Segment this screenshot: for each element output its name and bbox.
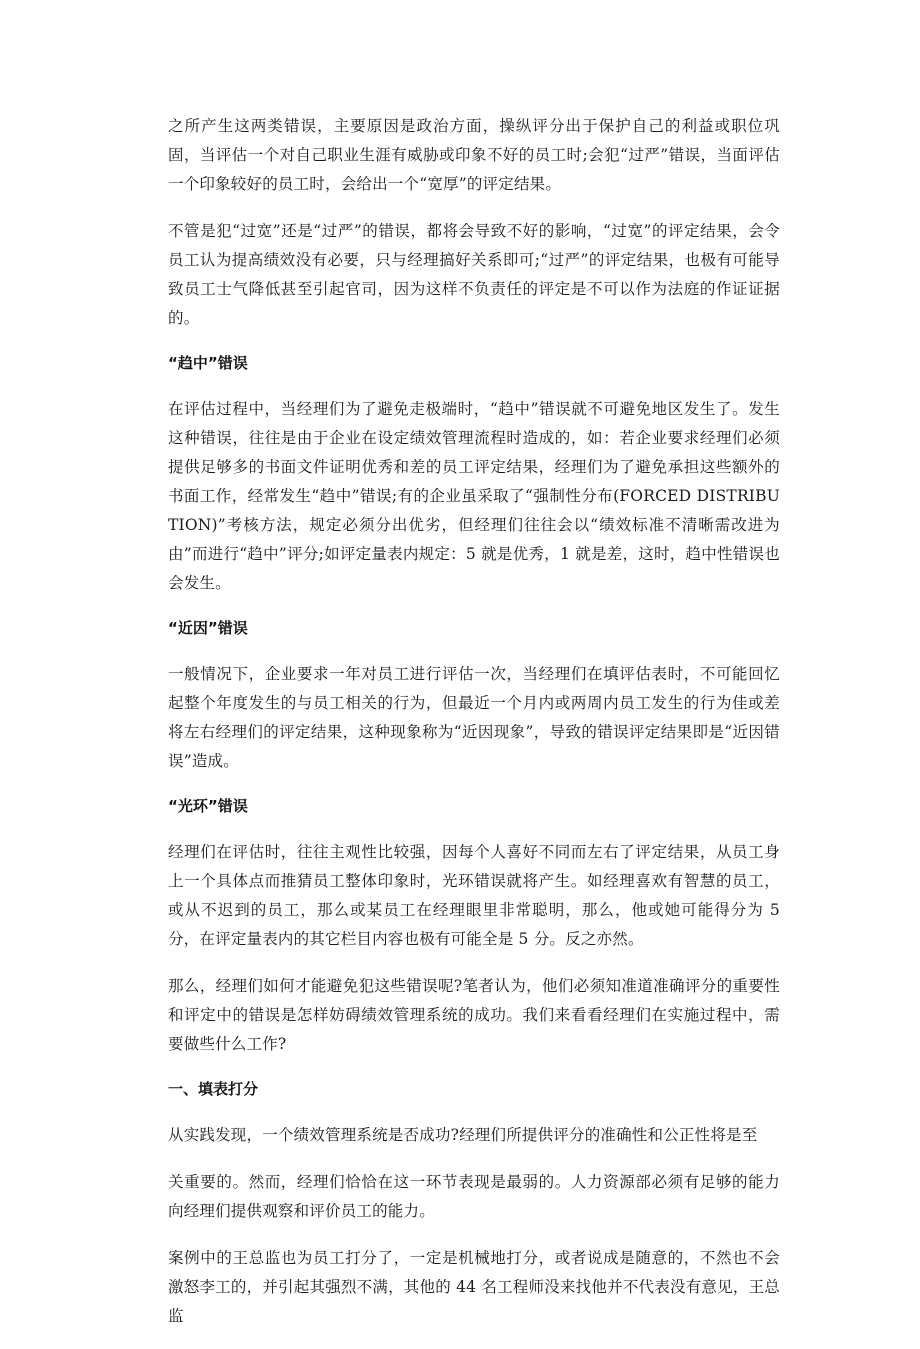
paragraph-political-bias: 之所产生这两类错误，主要原因是政治方面，操纵评分出于保护自己的利益或职位巩固，当评估一个对自己职业生涯有威胁或印象不好的员工时;会犯“过严”错误，当面评估一个印象较好的员工时，会给出一个“宽厚”的评定结果。 [168, 117, 780, 193]
paragraph-recency: 一般情况下，企业要求一年对员工进行评估一次，当经理们在填评估表时，不可能回忆起整个年度发生的与员工相关的行为，但最近一个月内或两周内员工发生的行为佳或差将左右经理们的评定结果，这种现象称为“近因现象”，导致的错误评定结果即是“近因错误”造成。 [168, 665, 780, 770]
heading-scoring: 一、填表打分 [168, 1080, 259, 1098]
heading-recency: “近因”错误 [168, 619, 248, 637]
paragraph-scoring-practice: 从实践发现，一个绩效管理系统是否成功?经理们所提供评分的准确性和公正性将是至 [168, 1126, 758, 1144]
heading-central-tendency: “趋中”错误 [168, 354, 248, 372]
paragraph-central-tendency: 在评估过程中，当经理们为了避免走极端时，“趋中”错误就不可避免地区发生了。发生这种错误，往往是由于企业在设定绩效管理流程时造成的，如：若企业要求经理们必须提供足够多的书面文件证明优秀和差的员工评定结果，经理们为了避免承担这些额外的书面工作，经常发生“趋中”错误;有的企业虽采取了“强制性分布(FORCED DISTRIBUTION)”考核方法，规定必须分出优劣，但经理们往往会以“绩效标准不清晰需改进为由”而进行“趋中”评分;如评定量表内规定：5 就是优秀，1 就是差，这时，趋中性错误也会发生。 [168, 400, 780, 592]
heading-halo: “光环”错误 [168, 797, 248, 815]
paragraph-halo: 经理们在评估时，往往主观性比较强，因每个人喜好不同而左右了评定结果，从员工身上一个具体点而推猜员工整体印象时，光环错误就将产生。如经理喜欢有智慧的员工，或从不迟到的员工，那么或某员工在经理眼里非常聪明，那么，他或她可能得分为 5 分，在评定量表内的其它栏目内容也极有可能全是 5 分。反之亦然。 [168, 843, 780, 948]
document-body [168, 112, 780, 1349]
paragraph-case-study: 案例中的王总监也为员工打分了，一定是机械地打分，或者说成是随意的，不然也不会激怒李工的，并引起其强烈不满，其他的 44 名工程师没来找他并不代表没有意见，王总监 [168, 1249, 780, 1325]
paragraph-scoring-importance: 关重要的。然而，经理们恰恰在这一环节表现是最弱的。人力资源部必须有足够的能力向经理们提供观察和评价员工的能力。 [168, 1173, 780, 1220]
paragraph-bias-consequences: 不管是犯“过宽”还是“过严”的错误，都将会导致不好的影响，“过宽”的评定结果，会令员工认为提高绩效没有必要，只与经理搞好关系即可;“过严”的评定结果，也极有可能导致员工士气降低甚至引起官司，因为这样不负责任的评定是不可以作为法庭的作证证据的。 [168, 222, 780, 327]
paragraph-avoid-errors: 那么，经理们如何才能避免犯这些错误呢?笔者认为，他们必须知准道准确评分的重要性和评定中的错误是怎样妨碍绩效管理系统的成功。我们来看看经理们在实施过程中，需要做些什么工作? [168, 977, 780, 1053]
